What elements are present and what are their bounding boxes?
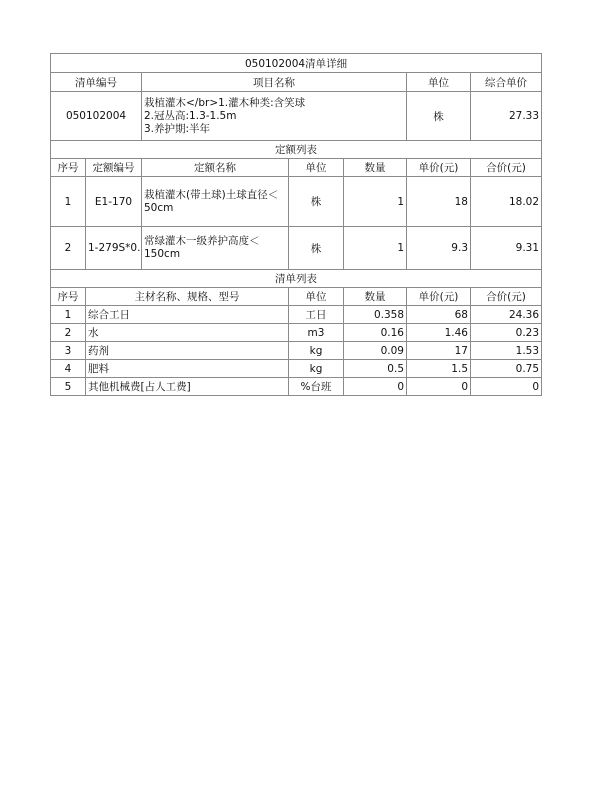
quota-header-name: 定额名称 xyxy=(142,159,289,177)
material-section-title: 清单列表 xyxy=(51,270,542,288)
quota-name: 栽植灌木(带土球)土球直径＜50cm xyxy=(142,177,289,227)
sheet-title: 050102004清单详细 xyxy=(51,54,542,73)
material-total: 24.36 xyxy=(471,306,542,324)
quota-unit: 株 xyxy=(289,227,344,270)
table-row xyxy=(51,360,542,378)
material-price: 17 xyxy=(407,342,471,360)
material-header-unit: 单位 xyxy=(289,288,344,306)
material-total: 0.75 xyxy=(471,360,542,378)
table-row xyxy=(51,227,542,270)
material-unit: m3 xyxy=(289,324,344,342)
quota-price: 9.3 xyxy=(407,227,471,270)
material-header-name: 主材名称、规格、型号 xyxy=(86,288,289,306)
item-unit: 株 xyxy=(407,92,471,141)
header-item-name: 项目名称 xyxy=(142,73,407,92)
quota-unit: 株 xyxy=(289,177,344,227)
material-seq: 5 xyxy=(51,378,86,396)
material-price: 0 xyxy=(407,378,471,396)
quota-header-total: 合价(元) xyxy=(471,159,542,177)
material-header-qty: 数量 xyxy=(344,288,407,306)
item-price: 27.33 xyxy=(471,92,542,141)
quota-seq: 1 xyxy=(51,177,86,227)
material-seq: 4 xyxy=(51,360,86,378)
material-header-total: 合价(元) xyxy=(471,288,542,306)
material-header-price: 单价(元) xyxy=(407,288,471,306)
quota-section-title: 定额列表 xyxy=(51,141,542,159)
quota-header-price: 单价(元) xyxy=(407,159,471,177)
header-bill-code: 清单编号 xyxy=(51,73,142,92)
material-unit: %台班 xyxy=(289,378,344,396)
material-qty: 0 xyxy=(344,378,407,396)
quota-seq: 2 xyxy=(51,227,86,270)
quota-header-code: 定额编号 xyxy=(86,159,142,177)
table-row xyxy=(51,342,542,360)
material-seq: 3 xyxy=(51,342,86,360)
material-header-seq: 序号 xyxy=(51,288,86,306)
quota-price: 18 xyxy=(407,177,471,227)
material-name: 综合工日 xyxy=(86,306,289,324)
quota-header-qty: 数量 xyxy=(344,159,407,177)
item-name-line: 2.冠丛高:1.3-1.5m xyxy=(144,109,237,122)
bill-detail-table xyxy=(50,53,542,396)
material-unit: kg xyxy=(289,360,344,378)
material-total: 0.23 xyxy=(471,324,542,342)
material-qty: 0.358 xyxy=(344,306,407,324)
material-qty: 0.09 xyxy=(344,342,407,360)
header-unit: 单位 xyxy=(407,73,471,92)
material-name: 其他机械费[占人工费] xyxy=(86,378,289,396)
header-unit-price: 综合单价 xyxy=(471,73,542,92)
quota-total: 9.31 xyxy=(471,227,542,270)
material-name: 水 xyxy=(86,324,289,342)
item-name xyxy=(142,92,407,141)
material-name: 肥料 xyxy=(86,360,289,378)
material-price: 1.5 xyxy=(407,360,471,378)
material-total: 0 xyxy=(471,378,542,396)
material-price: 68 xyxy=(407,306,471,324)
material-total: 1.53 xyxy=(471,342,542,360)
table-row xyxy=(51,306,542,324)
item-name-line: 3.养护期:半年 xyxy=(144,122,211,135)
quota-header-unit: 单位 xyxy=(289,159,344,177)
table-row xyxy=(51,324,542,342)
material-price: 1.46 xyxy=(407,324,471,342)
quota-code: E1-170 xyxy=(86,177,142,227)
material-seq: 2 xyxy=(51,324,86,342)
quota-qty: 1 xyxy=(344,227,407,270)
item-name-line: 栽植灌木</br>1.灌木种类:含笑球 xyxy=(144,96,306,109)
material-qty: 0.5 xyxy=(344,360,407,378)
quota-qty: 1 xyxy=(344,177,407,227)
material-name: 药剂 xyxy=(86,342,289,360)
table-row xyxy=(51,177,542,227)
quota-header-seq: 序号 xyxy=(51,159,86,177)
material-seq: 1 xyxy=(51,306,86,324)
quota-total: 18.02 xyxy=(471,177,542,227)
item-code: 050102004 xyxy=(51,92,142,141)
quota-name: 常绿灌木一级养护高度＜150cm xyxy=(142,227,289,270)
quota-code: 1-279S*0. xyxy=(86,227,142,270)
table-row xyxy=(51,378,542,396)
material-unit: kg xyxy=(289,342,344,360)
material-unit: 工日 xyxy=(289,306,344,324)
material-qty: 0.16 xyxy=(344,324,407,342)
